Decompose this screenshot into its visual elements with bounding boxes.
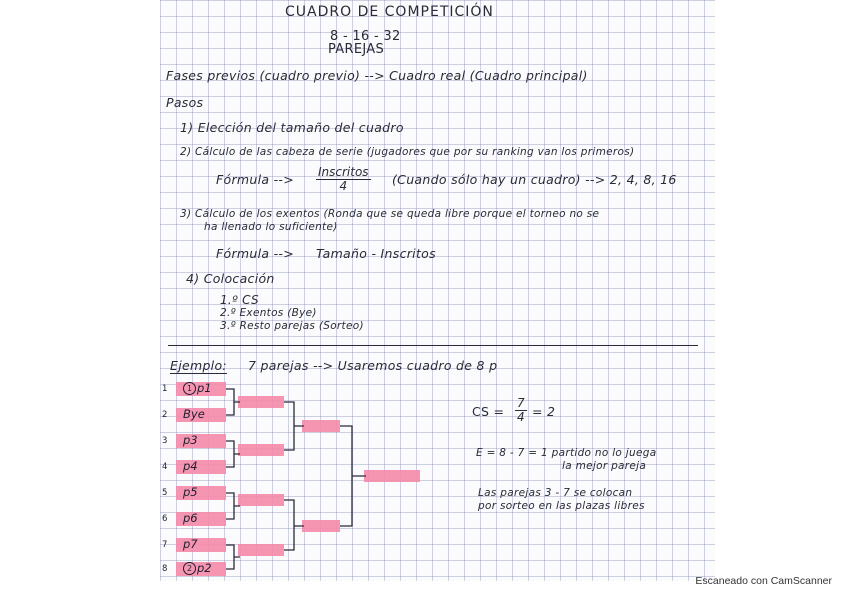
seed-entry-2: Bye bbox=[183, 407, 205, 421]
seed-label: p2 bbox=[197, 561, 212, 575]
example-text: 7 parejas --> Usaremos cuadro de 8 p bbox=[248, 358, 498, 373]
seed-entry-5: p5 bbox=[183, 485, 198, 499]
seed-number: 8 bbox=[162, 564, 168, 574]
cs-result: = 2 bbox=[532, 404, 556, 419]
step-2: 2) Cálculo de las cabeza de serie (jugadores que por su ranking van los primeros) bbox=[180, 146, 635, 158]
draw-line-1: Las parejas 3 - 7 se colocan bbox=[478, 487, 633, 499]
cs-label: CS = bbox=[472, 404, 505, 419]
steps-heading: Pasos bbox=[166, 95, 204, 110]
exempt-line: E = 8 - 7 = 1 partido no lo juega bbox=[476, 447, 657, 459]
draw-line-2: por sorteo en las plazas libres bbox=[478, 500, 645, 512]
placement-1: 1.º CS bbox=[220, 293, 259, 307]
seed-number: 1 bbox=[162, 384, 168, 394]
formula-1-note: (Cuando sólo hay un cuadro) --> 2, 4, 8, 16 bbox=[392, 172, 677, 187]
cs-fraction bbox=[515, 397, 527, 424]
seed-entry-1 bbox=[183, 381, 212, 395]
seed-entry-3: p3 bbox=[183, 433, 198, 447]
cs-denominator: 4 bbox=[517, 410, 525, 424]
seed-badge: 2 bbox=[183, 562, 196, 575]
page-title: CUADRO DE COMPETICIÓN bbox=[285, 4, 494, 20]
step-1: 1) Elección del tamaño del cuadro bbox=[180, 120, 404, 135]
formula-2-expr: Tamaño - Inscritos bbox=[316, 246, 436, 261]
seed-entry-8 bbox=[183, 561, 212, 575]
seed-entry-4: p4 bbox=[183, 459, 198, 473]
seed-number: 7 bbox=[162, 540, 168, 550]
exempt-cont: la mejor pareja bbox=[562, 460, 647, 472]
placement-2: 2.º Exentos (Bye) bbox=[220, 307, 317, 319]
notebook-page bbox=[160, 0, 715, 581]
step-3: 3) Cálculo de los exentos (Ronda que se queda libre porque el torneo no se bbox=[180, 208, 600, 220]
scanner-watermark: Escaneado con CamScanner bbox=[695, 575, 832, 587]
phases-line: Fases previos (cuadro previo) --> Cuadro real (Cuadro principal) bbox=[166, 68, 588, 83]
formula-1-denominator: 4 bbox=[339, 179, 348, 193]
seed-badge: 1 bbox=[183, 382, 196, 395]
formula-2-label: Fórmula --> bbox=[216, 246, 294, 261]
cs-numerator: 7 bbox=[517, 396, 525, 410]
seed-number: 5 bbox=[162, 488, 168, 498]
placement-3: 3.º Resto parejas (Sorteo) bbox=[220, 320, 364, 332]
bracket-sizes: 8 - 16 - 32 bbox=[330, 29, 401, 44]
formula-1-label: Fórmula --> bbox=[216, 172, 294, 187]
seed-number: 2 bbox=[162, 410, 168, 420]
seed-label: p1 bbox=[197, 381, 212, 395]
step-3-cont: ha llenado lo suficiente) bbox=[204, 221, 338, 233]
seed-entry-6: p6 bbox=[183, 511, 198, 525]
seed-number: 6 bbox=[162, 514, 168, 524]
example-label: Ejemplo: bbox=[170, 358, 227, 373]
bracket-unit: PAREJAS bbox=[328, 42, 384, 57]
seed-entry-7: p7 bbox=[183, 537, 198, 551]
seed-number: 3 bbox=[162, 436, 168, 446]
step-4: 4) Colocación bbox=[186, 271, 275, 286]
seed-number: 4 bbox=[162, 462, 168, 472]
formula-1-numerator: Inscritos bbox=[318, 165, 369, 179]
